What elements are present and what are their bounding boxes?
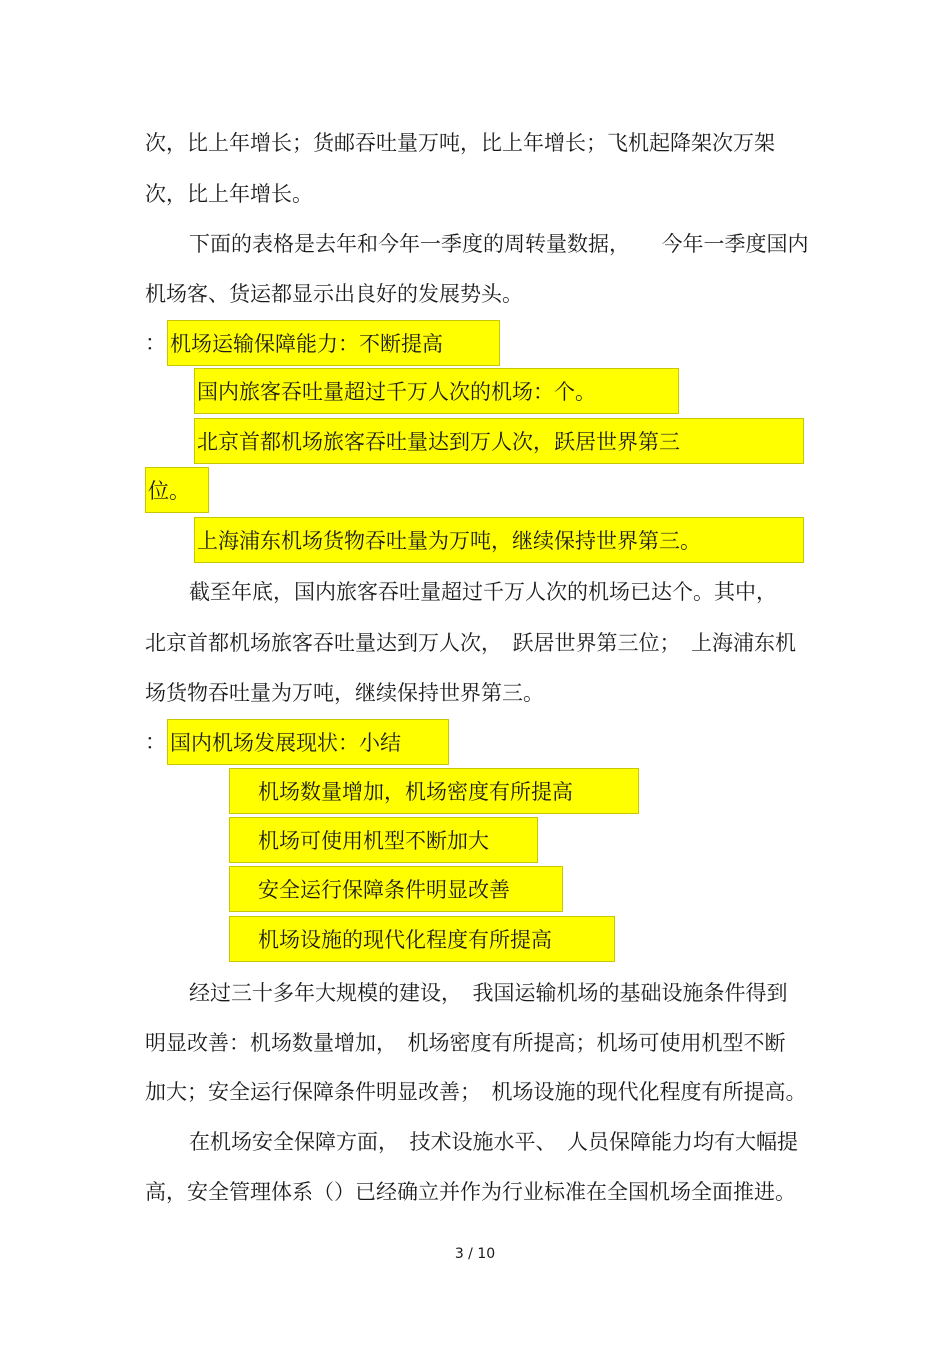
highlight-item: 国内旅客吞吐量超过千万人次的机场：个。 [194, 368, 679, 414]
highlight-item: 安全运行保障条件明显改善 [229, 866, 563, 912]
body-text-line: 次，比上年增长；货邮吞吐量万吨，比上年增长；飞机起降架次万架 [145, 131, 775, 155]
highlight-item: 机场数量增加，机场密度有所提高 [229, 768, 639, 814]
body-text-line: 在机场安全保障方面， 技术设施水平、 人员保障能力均有大幅提 [189, 1130, 798, 1154]
body-text-line: 加大；安全运行保障条件明显改善； 机场设施的现代化程度有所提高。 [145, 1080, 807, 1104]
highlight-heading: 机场运输保障能力：不断提高 [167, 320, 500, 366]
highlight-item: 机场设施的现代化程度有所提高 [229, 916, 615, 962]
body-text-line: 截至年底，国内旅客吞吐量超过千万人次的机场已达个。其中， [189, 580, 777, 604]
highlight-heading: 国内机场发展现状：小结 [167, 719, 449, 765]
highlight-item: 北京首都机场旅客吞吐量达到万人次，跃居世界第三 [194, 418, 804, 464]
bullet-prefix: ： [145, 331, 166, 355]
body-text-line: 机场客、货运都显示出良好的发展势头。 [145, 282, 523, 306]
body-text-line: 下面的表格是去年和今年一季度的周转量数据， 今年一季度国内 [189, 232, 809, 256]
highlight-item: 机场可使用机型不断加大 [229, 817, 538, 863]
highlight-item: 位。 [145, 467, 209, 513]
body-text-line: 北京首都机场旅客吞吐量达到万人次， 跃居世界第三位； 上海浦东机 [145, 631, 796, 655]
body-text-line: 场货物吞吐量为万吨，继续保持世界第三。 [145, 681, 544, 705]
body-text-line: 次，比上年增长。 [145, 182, 313, 206]
body-text-line: 高，安全管理体系（）已经确立并作为行业标准在全国机场全面推进。 [145, 1180, 796, 1204]
highlight-item: 上海浦东机场货物吞吐量为万吨，继续保持世界第三。 [194, 517, 804, 563]
body-text-line: 经过三十多年大规模的建设， 我国运输机场的基础设施条件得到 [189, 981, 788, 1005]
page-number: 3 / 10 [454, 1246, 496, 1262]
bullet-prefix: ： [145, 730, 166, 754]
body-text-line: 明显改善：机场数量增加， 机场密度有所提高；机场可使用机型不断 [145, 1031, 786, 1055]
